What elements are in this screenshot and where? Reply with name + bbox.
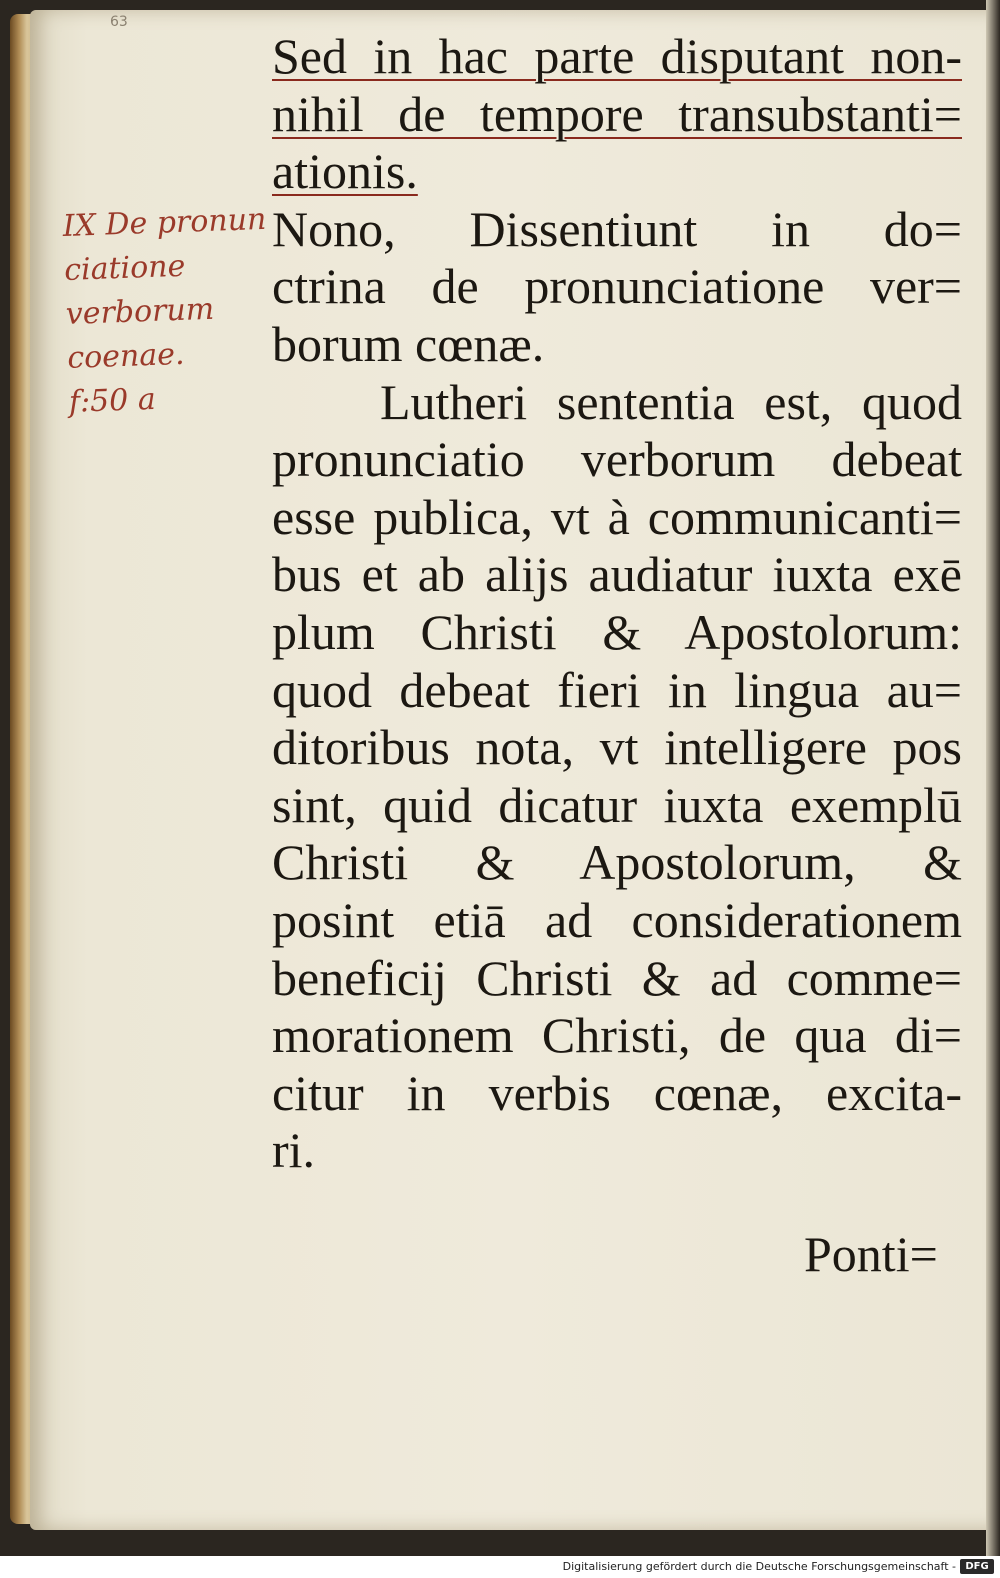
marginal-annotation (62, 197, 290, 425)
marginal-annotation-line: verborum (65, 291, 215, 332)
catchword: Ponti= (804, 1226, 938, 1282)
footer-bar (0, 1556, 1000, 1578)
marginal-annotation-line: IX De pronun (62, 201, 267, 244)
dfg-logo: DFG (960, 1559, 994, 1574)
text-line: Sed in hac parte disputant non- (272, 28, 962, 84)
marginal-annotation-line: f:50 a (68, 381, 157, 420)
marginal-annotation-line: ciatione (63, 248, 186, 288)
page-right-edge (986, 0, 1000, 1556)
text-line: sint, quid dicatur iuxta exemplū (272, 776, 962, 833)
text-line: posint etiā ad considerationem (272, 891, 962, 948)
marginal-annotation-line: coenae. (66, 336, 186, 376)
text-line: beneficij Christi & ad comme= (272, 949, 962, 1006)
text-line: citur in verbis cœnæ, excita- (272, 1064, 962, 1121)
text-line: morationem Christi, de qua di= (272, 1007, 962, 1064)
text-line: esse publica, vt à communicanti= (272, 488, 962, 545)
text-line: bus et ab alijs audiatur iuxta exē (272, 546, 962, 603)
text-line: Lutheri sententia est, quod (380, 373, 962, 430)
text-line: pronunciatio verborum debeat (272, 431, 962, 488)
folio-mark: 63 (110, 14, 128, 30)
text-line: Nono, Dissentiunt in do= (272, 200, 962, 257)
text-line: ationis. (272, 143, 418, 200)
text-line: plum Christi & Apostolorum: (272, 603, 962, 660)
text-line: nihil de tempore transubstanti= (272, 85, 962, 142)
text-line: ctrina de pronunciatione ver= (272, 258, 962, 315)
text-line: ri. (272, 1122, 316, 1179)
text-line: Christi & Apostolorum, & (272, 834, 962, 891)
text-line: quod debeat fieri in lingua au= (272, 661, 962, 718)
footer-credit: Digitalisierung gefördert durch die Deutsche Forschungsgemeinschaft - (562, 1560, 956, 1573)
main-text-block (272, 28, 962, 1180)
text-line: borum cœnæ. (272, 315, 545, 372)
text-line: ditoribus nota, vt intelligere pos (272, 719, 962, 776)
